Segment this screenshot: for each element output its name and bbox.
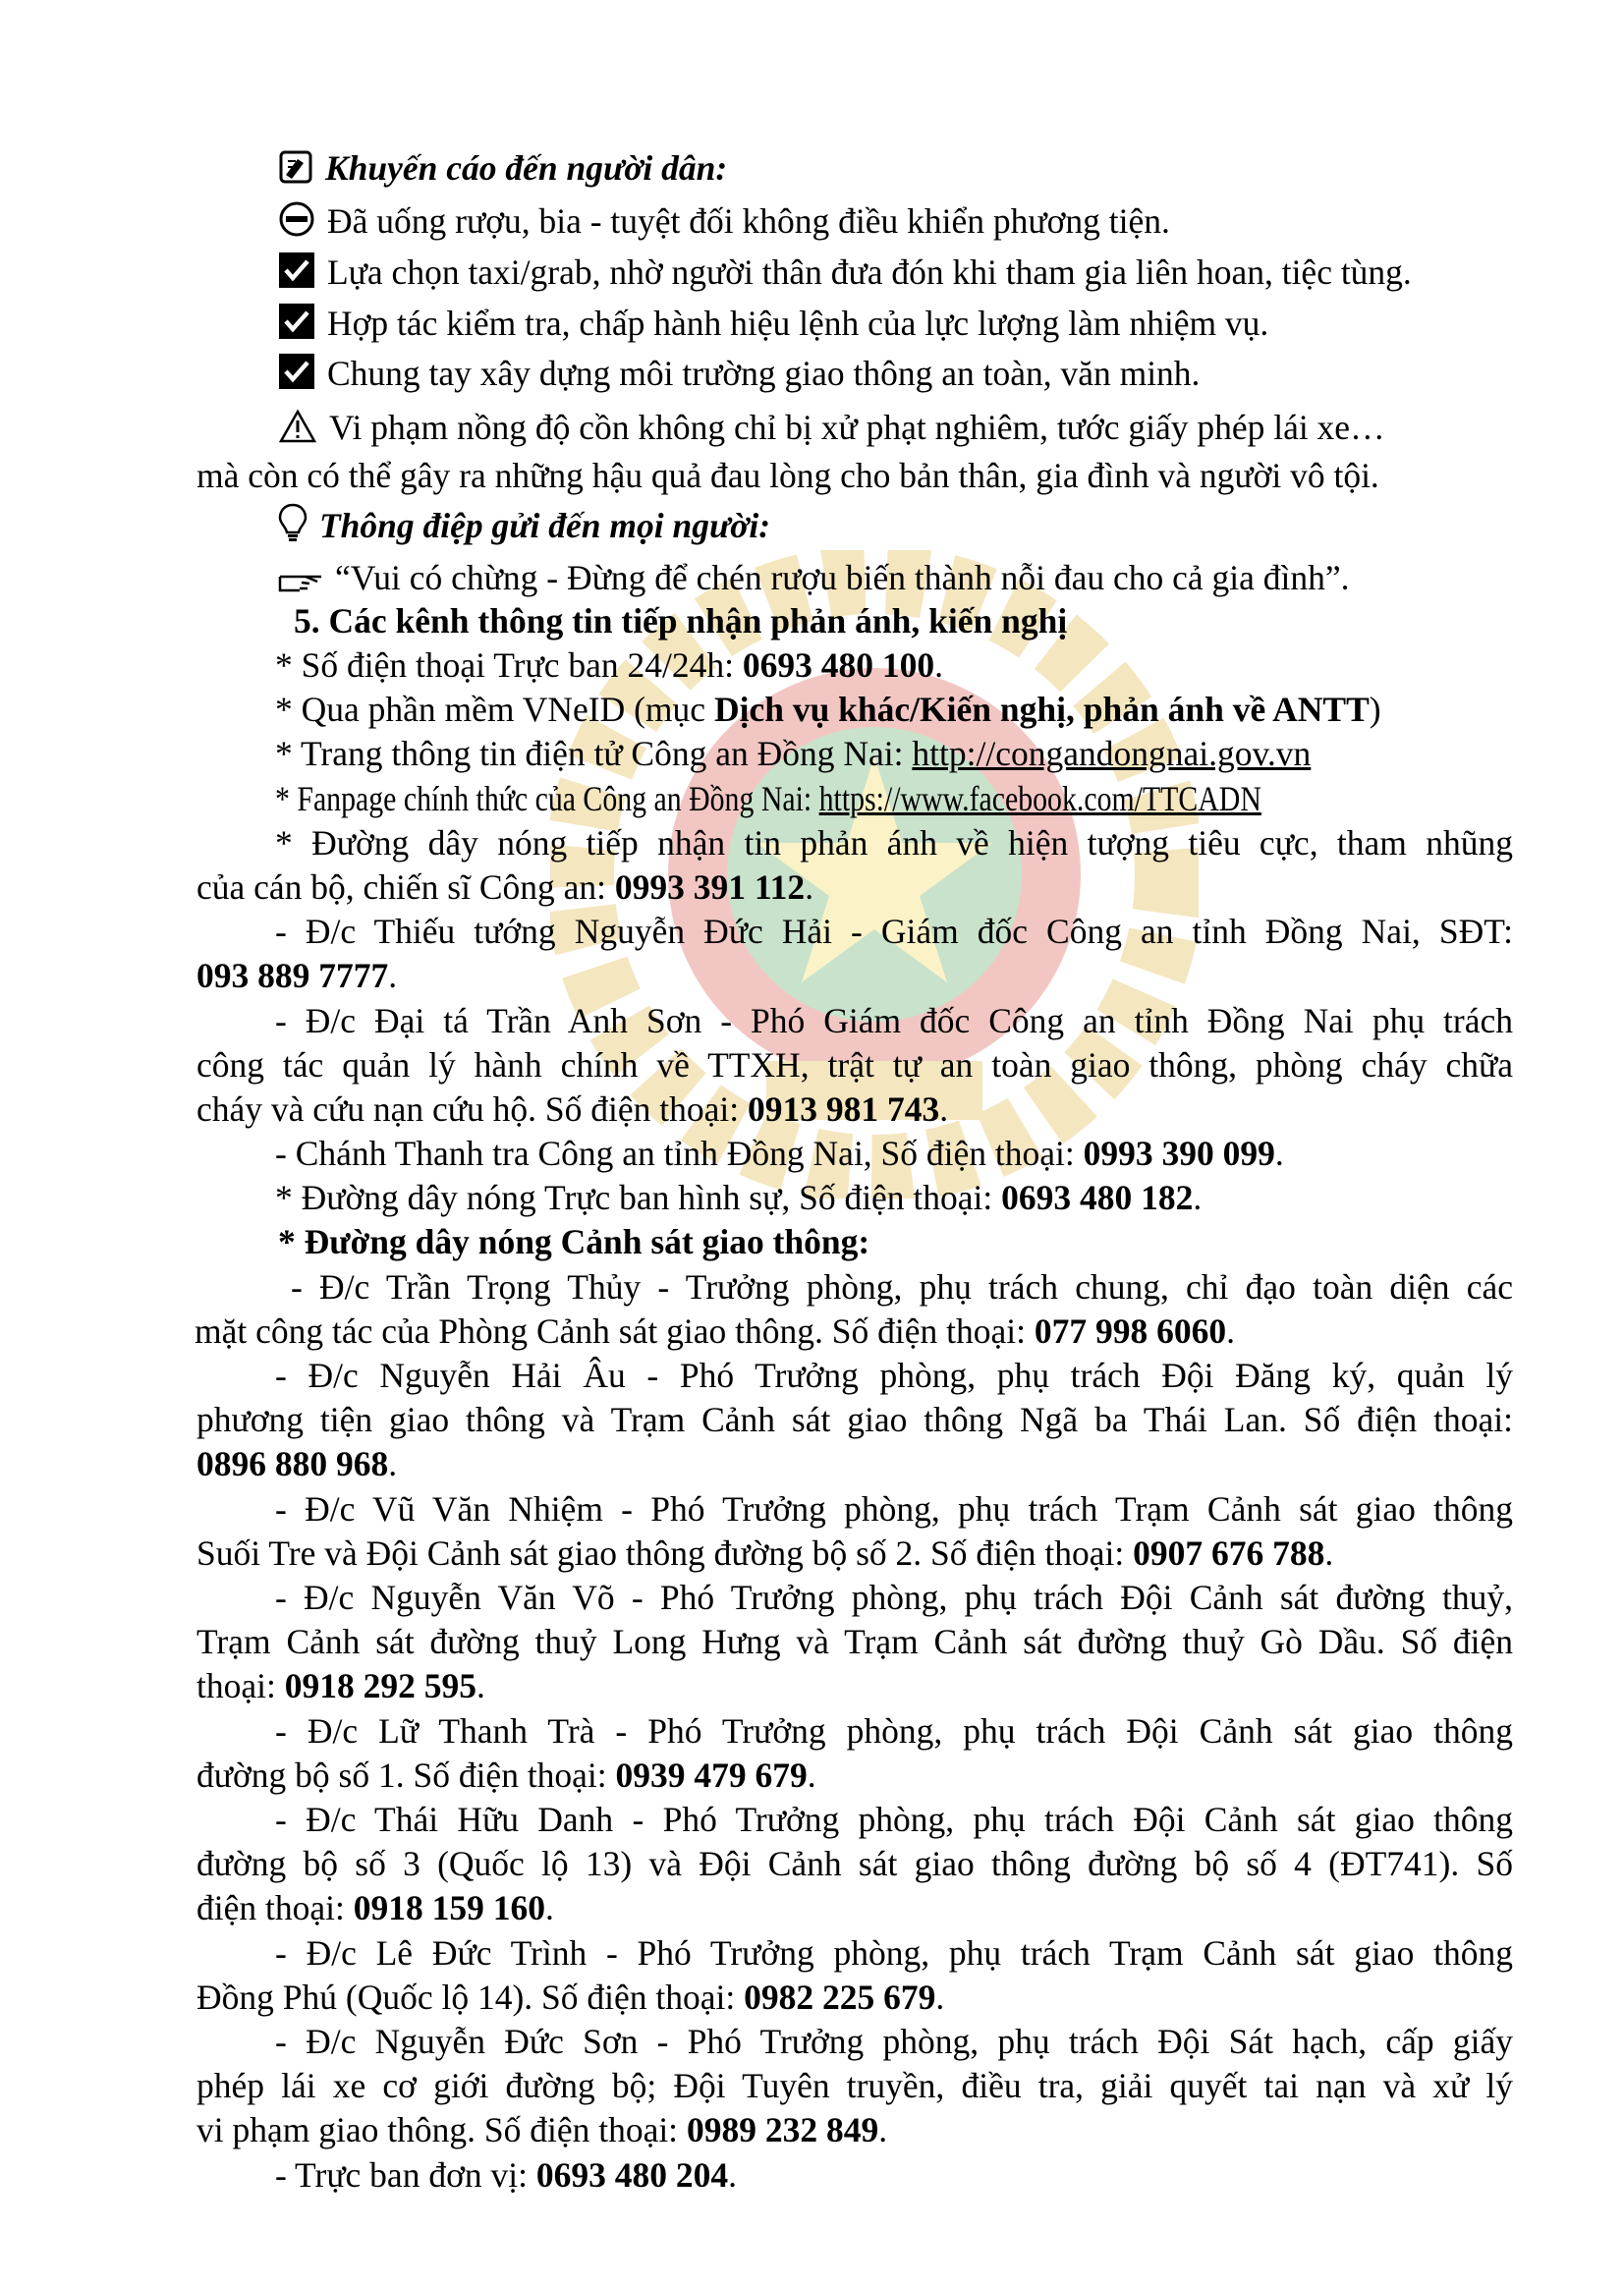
son-line-2: phép lái xe cơ giới đường bộ; Đội Tuyên truyền, điều tra, giải quyết tai nạn và xử lý xyxy=(196,2066,1513,2105)
danh-line-2: đường bộ số 3 (Quốc lộ 13) và Đội Cảnh sát giao thông đường bộ số 4 (ĐT741). Số xyxy=(196,1844,1513,1883)
pointing-hand-icon xyxy=(278,565,323,594)
no-entry-icon xyxy=(278,200,315,238)
advice-item xyxy=(278,251,1595,295)
nhiem-line-2: Suối Tre và Đội Cảnh sát giao thông đường bộ số 2. Số điện thoại: 0907 676 788. xyxy=(196,1533,1334,1573)
son-line-3: vi phạm giao thông. Số điện thoại: 0989 232 849. xyxy=(196,2110,888,2149)
vo-line-3: thoại: 0918 292 595. xyxy=(196,1666,485,1705)
danh-line: - Đ/c Thái Hữu Danh - Phó Trưởng phòng, phụ trách Đội Cảnh sát giao thông xyxy=(275,1800,1513,1839)
advice-item-text: Lựa chọn taxi/grab, nhờ người thân đưa đón khi tham gia liên hoan, tiệc tùng. xyxy=(327,252,1412,292)
section-5-heading: 5. Các kênh thông tin tiếp nhận phản ánh, kiến nghị xyxy=(294,601,1068,641)
thuy-line: - Đ/c Trần Trọng Thủy - Trưởng phòng, phụ trách chung, chỉ đạo toàn diện các xyxy=(291,1267,1513,1307)
advice-item xyxy=(278,352,1595,396)
director-line: - Đ/c Thiếu tướng Nguyễn Đức Hải - Giám đốc Công an tỉnh Đồng Nai, SĐT: xyxy=(275,912,1513,951)
message-heading: Thông điệp gửi đến mọi người: xyxy=(319,506,771,545)
writing-hand-icon xyxy=(278,149,313,185)
nhiem-line: - Đ/c Vũ Văn Nhiệm - Phó Trưởng phòng, phụ trách Trạm Cảnh sát giao thông xyxy=(275,1489,1513,1529)
vo-line-2: Trạm Cảnh sát đường thuỷ Long Hưng và Trạm Cảnh sát đường thuỷ Gò Dầu. Số điện xyxy=(196,1622,1513,1661)
checkbox-icon xyxy=(278,303,315,340)
corruption-line: * Đường dây nóng tiếp nhận tin phản ánh về hiện tượng tiêu cực, tham nhũng xyxy=(275,823,1513,863)
warning-triangle-icon xyxy=(278,409,317,444)
warning-text: Vi phạm nồng độ cồn không chỉ bị xử phạt nghiêm, tước giấy phép lái xe… xyxy=(329,408,1385,447)
danh-line-3: điện thoại: 0918 159 160. xyxy=(196,1888,554,1927)
hotline-line: * Số điện thoại Trực ban 24/24h: 0693 480 100. xyxy=(275,645,943,685)
au-line-2: phương tiện giao thông và Trạm Cảnh sát giao thông Ngã ba Thái Lan. Số điện thoại: xyxy=(196,1400,1513,1439)
son-line: - Đ/c Nguyễn Đức Sơn - Phó Trưởng phòng, phụ trách Đội Sát hạch, cấp giấy xyxy=(275,2022,1513,2061)
trinh-line-2: Đồng Phú (Quốc lộ 14). Số điện thoại: 0982 225 679. xyxy=(196,1978,945,2017)
fanpage-link[interactable]: https://www.facebook.com/TTCADN xyxy=(818,779,1261,818)
warning-text-continued: mà còn có thể gây ra những hậu quả đau lòng cho bản thân, gia đình và người vô tội. xyxy=(196,456,1379,495)
au-number-line: 0896 880 968. xyxy=(196,1444,398,1483)
message-heading-line xyxy=(278,503,1595,548)
traffic-heading: * Đường dây nóng Cảnh sát giao thông: xyxy=(278,1222,870,1261)
criminal-line: * Đường dây nóng Trực ban hình sự, Số điện thoại: 0693 480 182. xyxy=(275,1178,1203,1217)
corruption-line-2: của cán bộ, chiến sĩ Công an: 0993 391 112. xyxy=(196,867,814,907)
advice-item xyxy=(278,199,1595,244)
deputy-line-3: cháy và cứu nạn cứu hộ. Số điện thoại: 0913 981 743. xyxy=(196,1089,949,1129)
deputy-line: - Đ/c Đại tá Trần Anh Sơn - Phó Giám đốc Công an tỉnh Đồng Nai phụ trách xyxy=(275,1001,1513,1040)
deputy-line-2: công tác quản lý hành chính về TTXH, trật tự an toàn giao thông, phòng cháy chữa xyxy=(196,1045,1513,1085)
warning-line xyxy=(278,406,1595,450)
director-number-line: 093 889 7777. xyxy=(196,956,398,995)
vo-line: - Đ/c Nguyễn Văn Võ - Phó Trưởng phòng, phụ trách Đội Cảnh sát đường thuỷ, xyxy=(275,1578,1513,1617)
message-quote: “Vui có chừng - Đừng để chén rượu biến thành nỗi đau cho cả gia đình”. xyxy=(335,558,1350,597)
website-line: * Trang thông tin điện tử Công an Đồng Nai: http://congandongnai.gov.vn xyxy=(275,734,1312,773)
advice-heading: Khuyến cáo đến người dân: xyxy=(325,148,728,188)
advice-item xyxy=(278,302,1595,346)
hotline-number: 0693 480 100 xyxy=(742,645,935,685)
tra-line: - Đ/c Lữ Thanh Trà - Phó Trưởng phòng, phụ trách Đội Cảnh sát giao thông xyxy=(275,1711,1513,1751)
message-quote-line xyxy=(278,556,1595,600)
fanpage-line: * Fanpage chính thức của Công an Đồng Nai: https://www.facebook.com/TTCADN xyxy=(275,779,1261,818)
advice-heading-line xyxy=(278,146,1595,191)
website-link[interactable]: http://congandongnai.gov.vn xyxy=(912,734,1312,773)
checkbox-icon xyxy=(278,251,315,289)
tra-line-2: đường bộ số 1. Số điện thoại: 0939 479 679. xyxy=(196,1756,816,1795)
advice-item-text: Hợp tác kiểm tra, chấp hành hiệu lệnh của lực lượng làm nhiệm vụ. xyxy=(327,304,1269,343)
trinh-line: - Đ/c Lê Đức Trình - Phó Trưởng phòng, phụ trách Trạm Cảnh sát giao thông xyxy=(275,1933,1513,1973)
thuy-line-2: mặt công tác của Phòng Cảnh sát giao thông. Số điện thoại: 077 998 6060. xyxy=(195,1311,1235,1351)
lightbulb-icon xyxy=(278,503,308,542)
advice-item-text: Đã uống rượu, bia - tuyệt đối không điều khiển phương tiện. xyxy=(327,201,1170,241)
au-line: - Đ/c Nguyễn Hải Âu - Phó Trưởng phòng, phụ trách Đội Đăng ký, quản lý xyxy=(275,1356,1513,1395)
inspector-line: - Chánh Thanh tra Công an tỉnh Đồng Nai, Số điện thoại: 0993 390 099. xyxy=(275,1134,1284,1173)
advice-item-text: Chung tay xây dựng môi trường giao thông an toàn, văn minh. xyxy=(327,354,1201,393)
duty-line: - Trực ban đơn vị: 0693 480 204. xyxy=(275,2155,737,2195)
checkbox-icon xyxy=(278,353,315,390)
vneid-line: * Qua phần mềm VNeID (mục Dịch vụ khác/Kiến nghị, phản ánh về ANTT) xyxy=(275,690,1381,729)
